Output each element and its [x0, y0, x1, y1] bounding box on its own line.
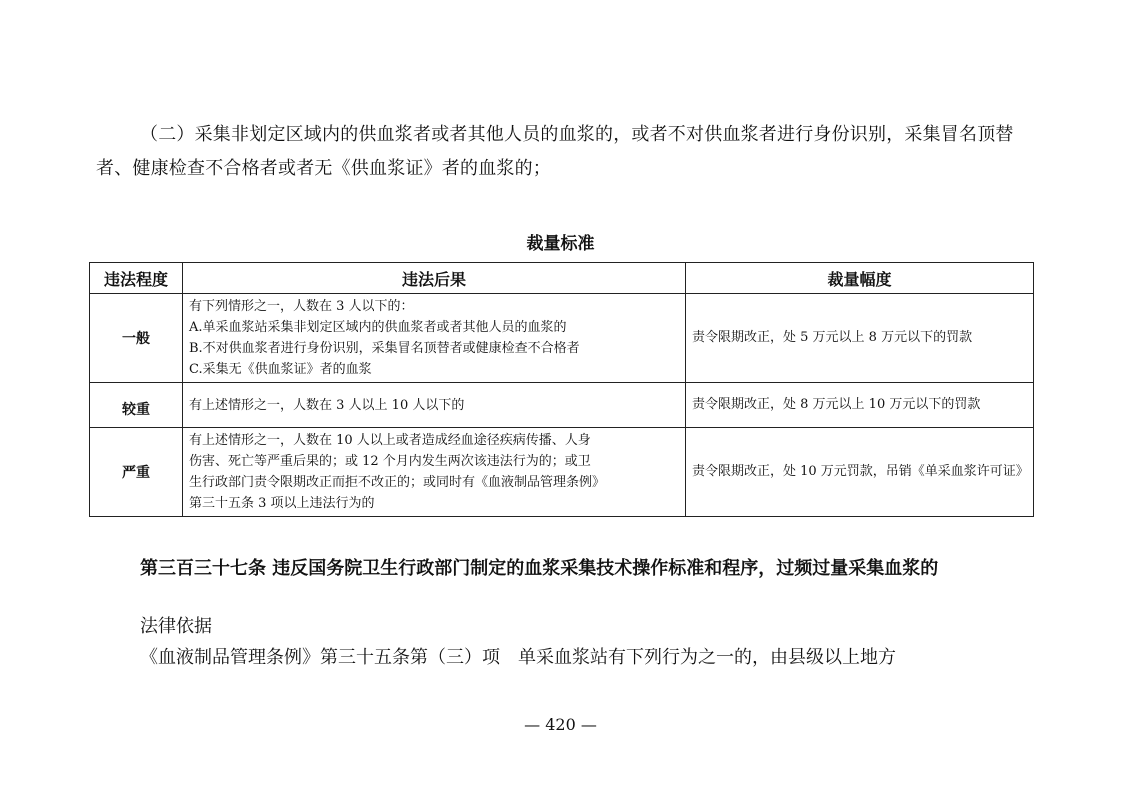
- consequence-line: A.单采血浆站采集非划定区域内的供血浆者或者其他人员的血浆的: [189, 320, 567, 335]
- header-violation-consequence: 违法后果: [183, 263, 686, 294]
- header-violation-degree: 违法程度: [90, 263, 183, 294]
- page-number: — 420 —: [524, 715, 597, 734]
- header-penalty-range: 裁量幅度: [686, 263, 1034, 294]
- table-row: [90, 428, 1034, 517]
- penalty-cell: 责令限期改正，处 8 万元以上 10 万元以下的罚款: [686, 383, 1034, 428]
- level-cell: 严重: [90, 428, 183, 517]
- legal-basis-label: 法律依据: [140, 616, 212, 637]
- article-heading: 第三百三十七条 违反国务院卫生行政部门制定的血浆采集技术操作标准和程序，过频过量采集血浆的: [140, 558, 939, 579]
- table-header-row: [90, 263, 1034, 294]
- table-row: [90, 383, 1034, 428]
- discretion-standard-table: [89, 262, 1034, 517]
- consequence-cell: [183, 383, 686, 428]
- table-title: 裁量标准: [526, 234, 595, 254]
- table-row: [90, 294, 1034, 383]
- consequence-line: 生行政部门责令限期改正而拒不改正的；或同时有《血液制品管理条例》: [189, 475, 606, 490]
- level-cell: 一般: [90, 294, 183, 383]
- level-cell: 较重: [90, 383, 183, 428]
- consequence-line: 伤害、死亡等严重后果的；或 12 个月内发生两次该违法行为的；或卫: [189, 454, 591, 469]
- consequence-line: B.不对供血浆者进行身份识别，采集冒名顶替者或健康检查不合格者: [189, 341, 580, 356]
- penalty-cell: 责令限期改正，处 10 万元罚款，吊销《单采血浆许可证》: [686, 428, 1034, 517]
- consequence-cell: [183, 294, 686, 383]
- consequence-line: 第三十五条 3 项以上违法行为的: [189, 496, 375, 511]
- consequence-line: 有上述情形之一，人数在 3 人以上 10 人以下的: [189, 397, 465, 413]
- intro-paragraph: （二）采集非划定区域内的供血浆者或者其他人员的血浆的，或者不对供血浆者进行身份识别，采集冒名顶替者、健康检查不合格者或者无《供血浆证》者的血浆的；: [96, 124, 1014, 179]
- legal-basis-text: 《血液制品管理条例》第三十五条第（三）项 单采血浆站有下列行为之一的，由县级以上地方: [140, 647, 896, 668]
- consequence-line: 有下列情形之一，人数在 3 人以下的：: [189, 299, 414, 314]
- penalty-cell: 责令限期改正，处 5 万元以上 8 万元以下的罚款: [686, 294, 1034, 383]
- consequence-line: 有上述情形之一，人数在 10 人以上或者造成经血途径疾病传播、人身: [189, 433, 591, 448]
- consequence-line: C.采集无《供血浆证》者的血浆: [189, 362, 372, 377]
- consequence-cell: [183, 428, 686, 517]
